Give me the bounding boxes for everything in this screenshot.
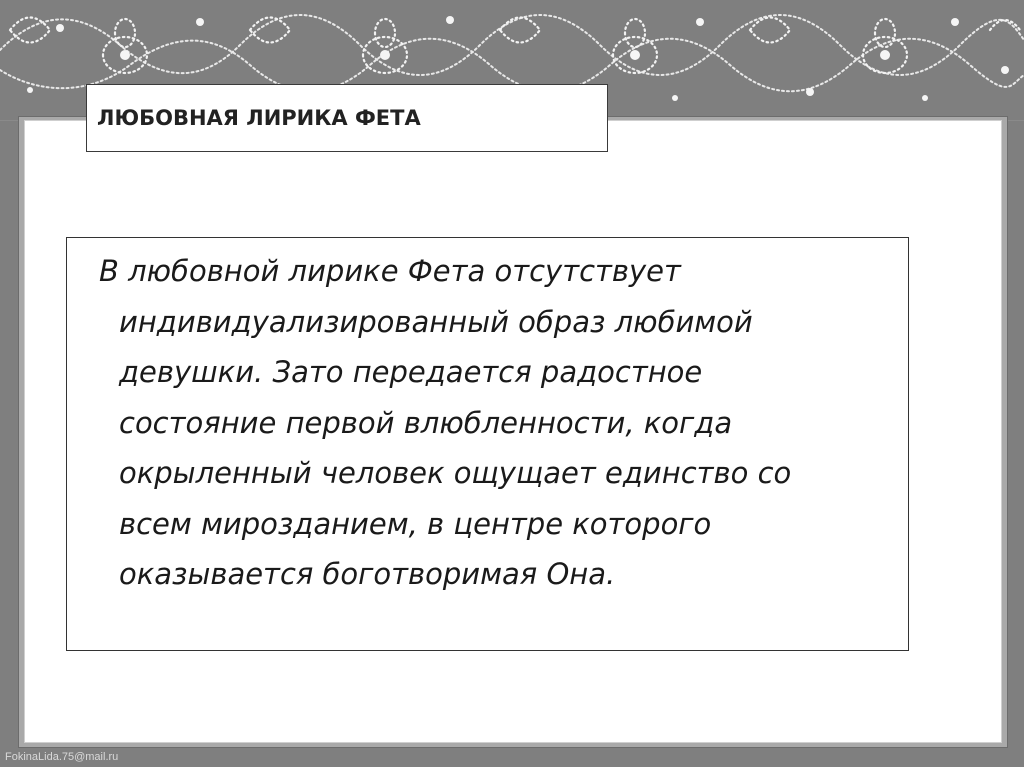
slide-title: ЛЮБОВНАЯ ЛИРИКА ФЕТА	[97, 106, 421, 130]
body-paragraph: В любовной лирике Фета отсутствует индивидуализированный образ любимой девушки. Зато передается радостное состояние первой влюбленности, когда окрыленный человек ощущает единство со всем мирозданием, в центре которого оказывается боготворимая Она.	[99, 254, 792, 591]
body-box	[66, 237, 909, 651]
footer-credit: FokinaLida.75@mail.ru	[5, 751, 119, 763]
title-box	[86, 84, 608, 152]
